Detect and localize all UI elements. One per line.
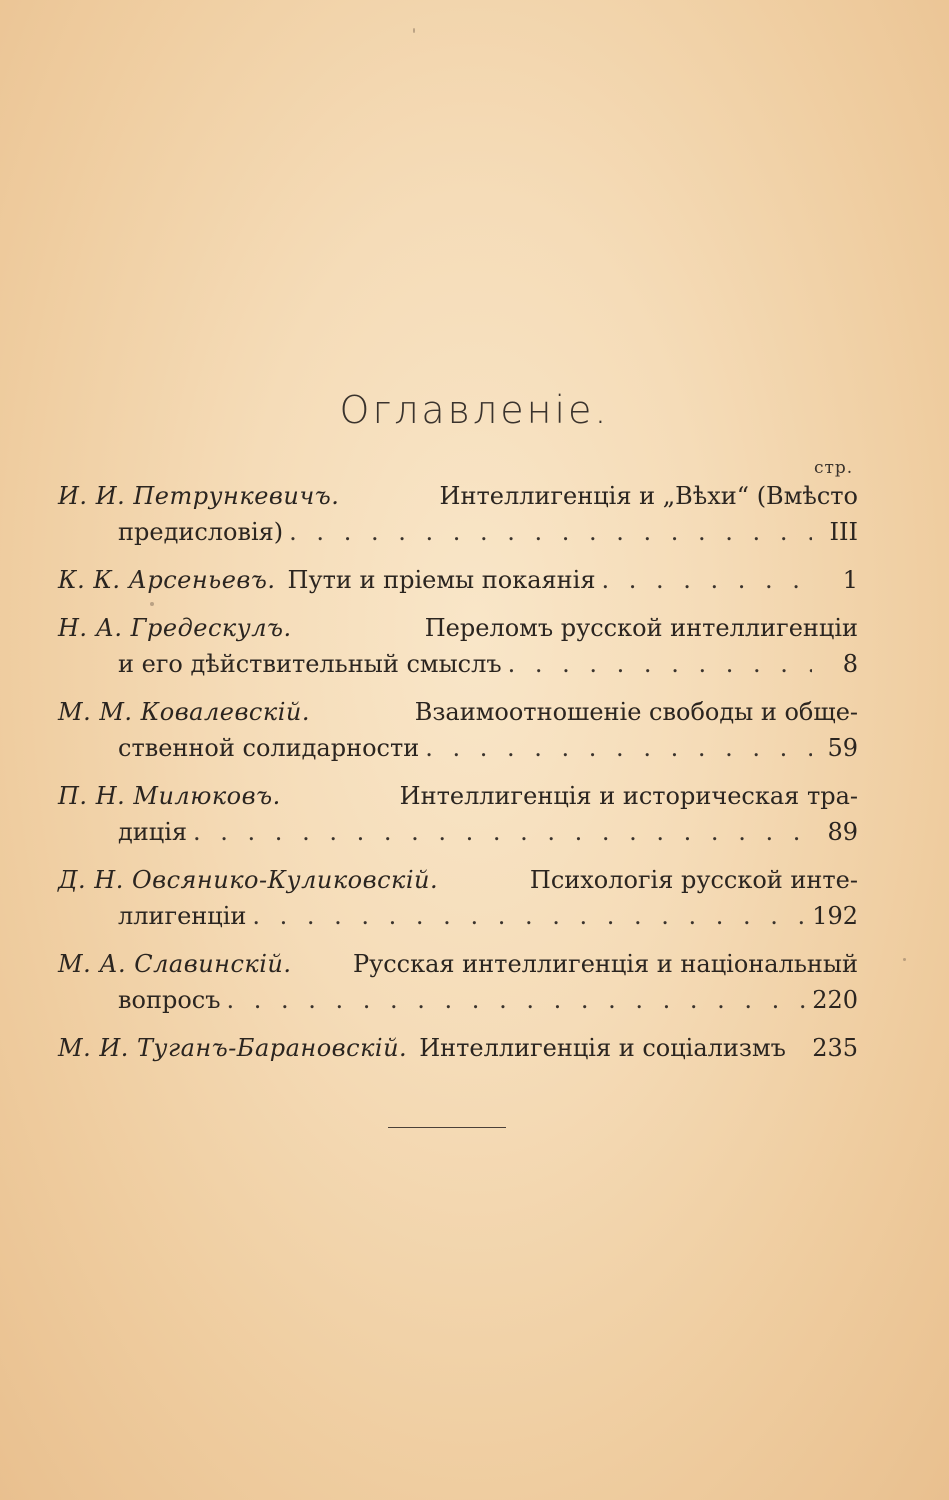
dot-leader [226, 982, 806, 1018]
dot-leader [252, 898, 806, 934]
toc-title-part: Интеллигенція и историческая тра- [399, 782, 858, 810]
toc-title-part: Интеллигенція и соціализмъ [419, 1034, 786, 1062]
dot-leader [508, 646, 812, 682]
dot-leader [193, 814, 812, 850]
closing-rule [388, 1127, 506, 1128]
toc-title-part: Пути и пріемы покаянія [287, 566, 596, 594]
toc-page-number: 1 [842, 566, 858, 594]
toc-entry-line [58, 514, 858, 550]
toc-author: П. Н. Милюковъ. [58, 782, 281, 810]
page-column-label: стр. [814, 458, 854, 478]
dot-leader [601, 562, 812, 598]
toc-author: М. И. Туганъ-Барановскій. [58, 1034, 408, 1062]
toc-title-part: ллигенціи [118, 902, 247, 930]
toc-title-part: предисловія) [118, 518, 284, 546]
toc-entry-line [58, 694, 858, 730]
toc-entry-line [58, 1030, 858, 1066]
toc-entry-milyukov [58, 778, 858, 850]
toc-title-part: вопросъ [118, 986, 221, 1014]
toc-entry-line [58, 778, 858, 814]
toc-title-part: Взаимоотношеніе свободы и обще- [414, 698, 858, 726]
toc-page-number: 192 [812, 902, 858, 930]
toc-entry-line [58, 898, 858, 934]
toc-author: Д. Н. Овсянико-Куликовскій. [58, 866, 439, 894]
toc-title-part: Русская интеллигенція и національный [352, 950, 858, 978]
dot-leader [425, 730, 812, 766]
toc-entry-tugan-baranovsky [58, 1030, 858, 1066]
toc-entry-slavinsky [58, 946, 858, 1018]
toc-entry-petrunkevich [58, 478, 858, 550]
toc-entry-line [58, 730, 858, 766]
toc-title-part: ственной солидарности [118, 734, 420, 762]
toc-entry-line [58, 814, 858, 850]
toc-page-number: 89 [827, 818, 858, 846]
toc-author: Н. А. Гредескулъ. [58, 614, 292, 642]
paper-speck [903, 958, 906, 961]
toc-page-number: 235 [812, 1034, 858, 1062]
toc-author: М. А. Славинскій. [58, 950, 292, 978]
table-of-contents [58, 478, 858, 1078]
toc-entry-arsenyev [58, 562, 858, 598]
toc-title-part: Психологія русской инте- [529, 866, 858, 894]
dot-leader [289, 514, 812, 550]
toc-entry-line [58, 646, 858, 682]
toc-entry-line [58, 862, 858, 898]
toc-author: И. И. Петрункевичъ. [58, 482, 340, 510]
toc-page-number: 59 [827, 734, 858, 762]
toc-page-number: III [829, 518, 858, 546]
page-title: Оглавленіе. [339, 388, 610, 432]
toc-entry-line [58, 982, 858, 1018]
toc-page-number: 8 [842, 650, 858, 678]
toc-author: К. К. Арсеньевъ. [58, 566, 276, 594]
toc-page-number: 220 [812, 986, 858, 1014]
toc-entry-line [58, 562, 858, 598]
toc-author: М. М. Ковалевскій. [58, 698, 310, 726]
toc-entry-line [58, 478, 858, 514]
toc-title-part: Переломъ русской интеллигенціи [424, 614, 858, 642]
toc-title-part: диція [118, 818, 188, 846]
toc-entry-gredeskul [58, 610, 858, 682]
toc-entry-line [58, 610, 858, 646]
toc-title-part: Интеллигенція и „Вѣхи“ (Вмѣсто [439, 482, 858, 510]
paper-speck [413, 28, 415, 33]
toc-entry-kovalevsky [58, 694, 858, 766]
toc-entry-line [58, 946, 858, 982]
toc-title-part: и его дѣйствительный смыслъ [118, 650, 502, 678]
toc-entry-ovsyaniko-kulikovsky [58, 862, 858, 934]
